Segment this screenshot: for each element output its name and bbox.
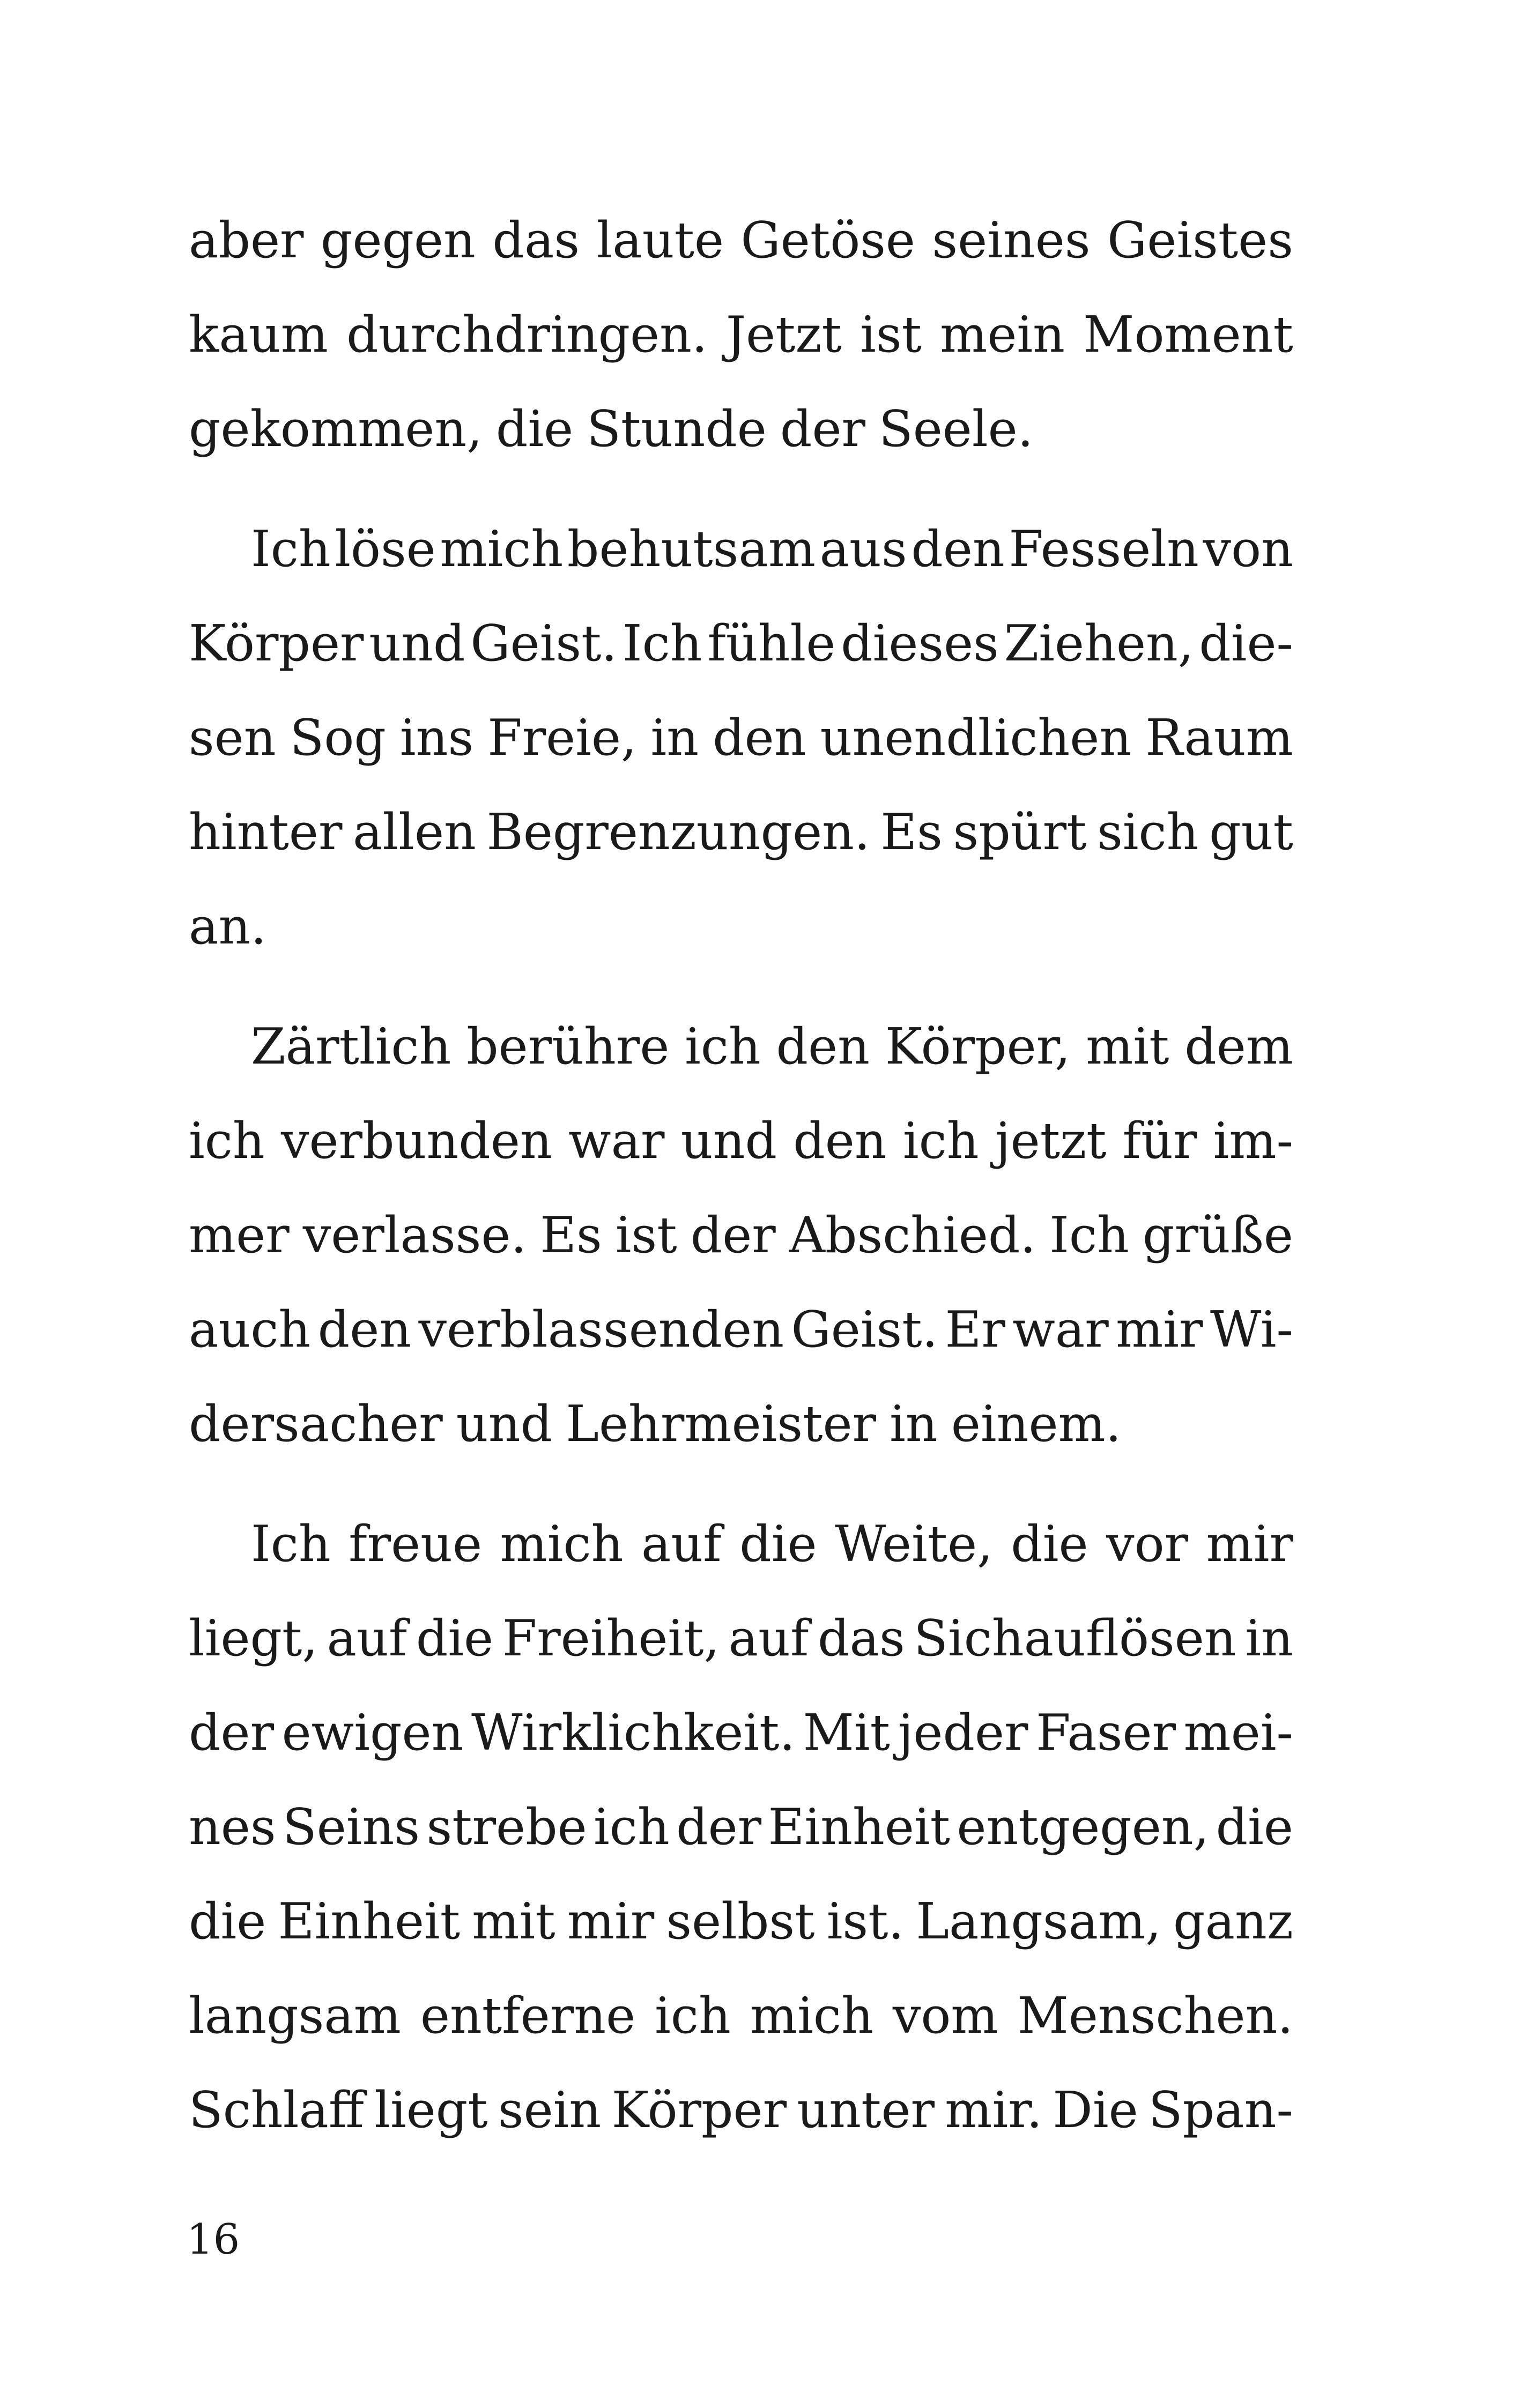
text-line: auch den verblassenden Geist. Er war mir Wi- [189, 1300, 1293, 1358]
page-number: 16 [187, 2216, 240, 2264]
text-line: liegt, auf die Freiheit, auf das Sichauflösen in [189, 1609, 1293, 1667]
text-line: kaum durchdringen. Jetzt ist mein Moment [189, 306, 1293, 363]
text-line: gekommen, die Stunde der Seele. [189, 400, 1034, 458]
text-line: hinter allen Begrenzungen. Es spürt sich gut [189, 803, 1293, 861]
paragraph-2 [189, 502, 1293, 973]
paragraph-4 [189, 1497, 1293, 2157]
text-line: dersacher und Lehrmeister in einem. [189, 1395, 1122, 1453]
text-line: Schlaff liegt sein Körper unter mir. Die Span- [189, 2081, 1293, 2139]
text-line: an. [189, 897, 266, 955]
text-line: der ewigen Wirklichkeit. Mit jeder Faser mei- [189, 1704, 1293, 1762]
text-line: Körper und Geist. Ich fühle dieses Ziehen, die- [189, 614, 1293, 672]
body-text [189, 193, 1293, 2157]
text-line: sen Sog ins Freie, in den unendlichen Raum [189, 709, 1293, 767]
paragraph-3 [189, 999, 1293, 1471]
text-line: Ich freue mich auf die Weite, die vor mir [251, 1515, 1293, 1573]
text-line: Zärtlich berühre ich den Körper, mit dem [251, 1017, 1293, 1075]
text-line: die Einheit mit mir selbst ist. Langsam, ganz [189, 1892, 1293, 1950]
text-line: nes Seins strebe ich der Einheit entgegen, die [189, 1798, 1293, 1856]
text-line: ich verbunden war und den ich jetzt für im- [189, 1112, 1293, 1170]
text-line: aber gegen das laute Getöse seines Geistes [189, 211, 1293, 269]
text-line: langsam entferne ich mich vom Menschen. [189, 1987, 1293, 2045]
text-line: Ich löse mich behutsam aus den Fesseln von [251, 520, 1293, 578]
text-line: mer verlasse. Es ist der Abschied. Ich grüße [189, 1206, 1293, 1264]
paragraph-1 [189, 193, 1293, 476]
